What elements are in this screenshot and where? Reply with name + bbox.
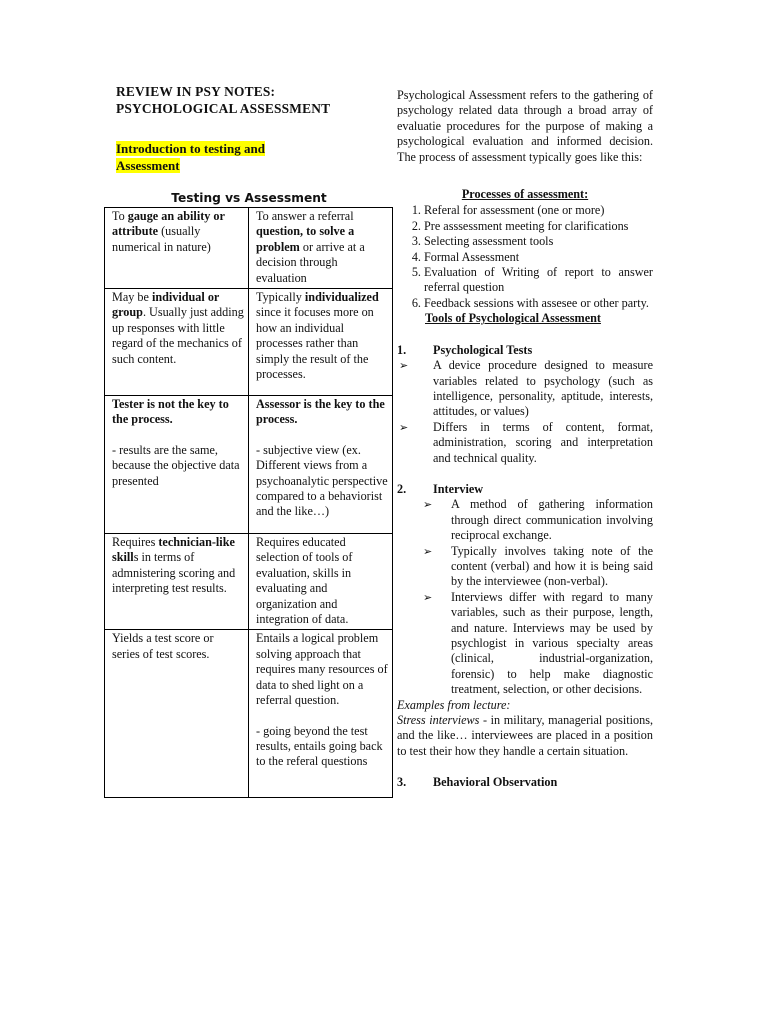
cell-text: - subjective view (ex. Different views from a psychoanalytic perspective compared to a behaviorist and the like…)	[256, 442, 388, 519]
assessment-definition: Psychological Assessment refers to the gathering of psychology related data through a broad array of evaluatie procedures for the purpose of making a psychological evaluation and informed decision. The process of assessment typically goes like this:	[397, 88, 653, 164]
section-heading-observation	[397, 775, 653, 790]
cell-text: Typically	[256, 290, 305, 305]
section-title: Interview	[433, 481, 484, 496]
cell-text: Yields a test score or series of test scores.	[112, 631, 214, 661]
cell-bold-text: technician-like skill	[112, 535, 235, 565]
table-cell-assessment	[249, 534, 393, 630]
list-item: 6. Feedback sessions with assesee or other party.	[424, 296, 653, 311]
list-item: 5. Evaluation of Writing of report to answer referral question	[424, 265, 653, 296]
cell-text: - results are the same, because the objective data presented	[112, 442, 240, 488]
table-cell-testing	[105, 289, 249, 396]
cell-bold-text: individualized	[304, 290, 379, 305]
cell-text: May be	[112, 290, 152, 305]
table-cell-testing	[105, 630, 249, 798]
section-heading-tests	[397, 343, 653, 358]
section-number: 2.	[397, 481, 407, 496]
cell-text: To answer a referral	[256, 209, 354, 223]
table-cell-assessment	[249, 208, 393, 289]
processes-list	[397, 203, 653, 311]
table-row	[105, 289, 393, 396]
stress-interview-example	[397, 713, 653, 759]
list-item: ➢ A device procedure designed to measure variables related to psychology (such as intelligence, personality, aptitude, interests, attitudes, or values)	[433, 358, 653, 420]
list-item: ➢ Interviews differ with regard to many variables, such as their purpose, length, and nature. Interviews may be used by psychlogist in various specialty areas (clinical, industrial-organization, forensic) to help make diagnostic treatment, selection, or other decisions.	[451, 590, 653, 698]
section-heading-interview	[397, 482, 653, 497]
table-row	[105, 534, 393, 630]
cell-bold-text: Tester is not the key to the process.	[112, 397, 229, 427]
cell-text: . Usually just adding up responses with little regard of the mechanics of such content.	[112, 305, 244, 366]
intro-heading-line-1: Introduction to testing and	[116, 141, 265, 156]
cell-bold-text: question, to solve a problem	[256, 224, 355, 254]
tools-heading: Tools of Psychological Assessment	[425, 311, 601, 326]
list-item: 1. Referal for assessment (one or more)	[424, 203, 653, 218]
section-number: 1.	[397, 342, 407, 357]
table-cell-testing	[105, 396, 249, 534]
examples-label: Examples from lecture:	[397, 697, 511, 712]
intro-heading	[116, 141, 394, 174]
cell-text: or arrive at a decision through evaluation	[256, 239, 365, 285]
interview-bullet-list	[397, 497, 653, 697]
table-row	[105, 396, 393, 534]
tests-bullet-list	[397, 358, 653, 466]
cell-text: (usually numerical in nature)	[112, 224, 211, 254]
cell-bold-text: individual or group	[112, 290, 220, 320]
title-line-2: PSYCHOLOGICAL ASSESSMENT	[116, 100, 331, 116]
title-line-1: REVIEW IN PSY NOTES:	[116, 84, 276, 99]
cell-text: Requires	[112, 535, 159, 550]
testing-vs-assessment-table	[104, 207, 393, 798]
table-cell-assessment	[249, 630, 393, 798]
table-row	[105, 630, 393, 798]
list-item: 2. Pre asssessment meeting for clarifications	[424, 219, 653, 234]
list-item: ➢ Differs in terms of content, format, administration, scoring and interpretation and technical quality.	[433, 420, 653, 466]
cell-bold-text: Assessor is the key to the process.	[256, 397, 385, 427]
left-column	[104, 84, 394, 798]
cell-text: Entails a logical problem solving approach that requires many resources of data to shed light on a referral question.	[256, 631, 388, 708]
table-cell-testing	[105, 208, 249, 289]
table-cell-testing	[105, 534, 249, 630]
cell-text: To	[112, 209, 128, 223]
list-item: 3. Selecting assessment tools	[424, 234, 653, 249]
cell-bold-text: gauge an ability or attribute	[112, 209, 225, 239]
section-title: Psychological Tests	[433, 342, 533, 357]
list-item: ➢ A method of gathering information through direct communication involving reciprocal exchange.	[451, 497, 653, 543]
table-row	[105, 208, 393, 289]
section-title: Behavioral Observation	[433, 775, 558, 790]
cell-text: - going beyond the test results, entails going back to the referal questions	[256, 723, 383, 769]
section-number: 3.	[397, 775, 407, 790]
cell-text: since it focuses more on how an individual processes rather than simply the result of the processes.	[256, 305, 374, 382]
list-item: ➢ Typically involves taking note of the content (verbal) and how it is being said by the interviewee (non-verbal).	[451, 544, 653, 590]
table-cell-assessment	[249, 289, 393, 396]
cell-text: s in terms of admnistering scoring and interpreting test results.	[112, 550, 236, 596]
list-item: 4. Formal Assessment	[424, 250, 653, 265]
table-cell-assessment	[249, 396, 393, 534]
document-title	[116, 84, 394, 117]
table-title: Testing vs Assessment	[171, 191, 327, 205]
right-column	[397, 88, 653, 791]
intro-heading-line-2: Assessment	[116, 157, 180, 173]
stress-interview-label: Stress interviews	[397, 713, 480, 728]
cell-text: Requires educated selection of tools of evaluation, skills in evaluating and organization and integration of data.	[256, 535, 353, 627]
processes-heading: Processes of assessment:	[461, 187, 589, 202]
example-text: - in military, managerial positions, and the like… interviewees are placed in a position to test their how they handle a certain situation.	[397, 713, 653, 758]
